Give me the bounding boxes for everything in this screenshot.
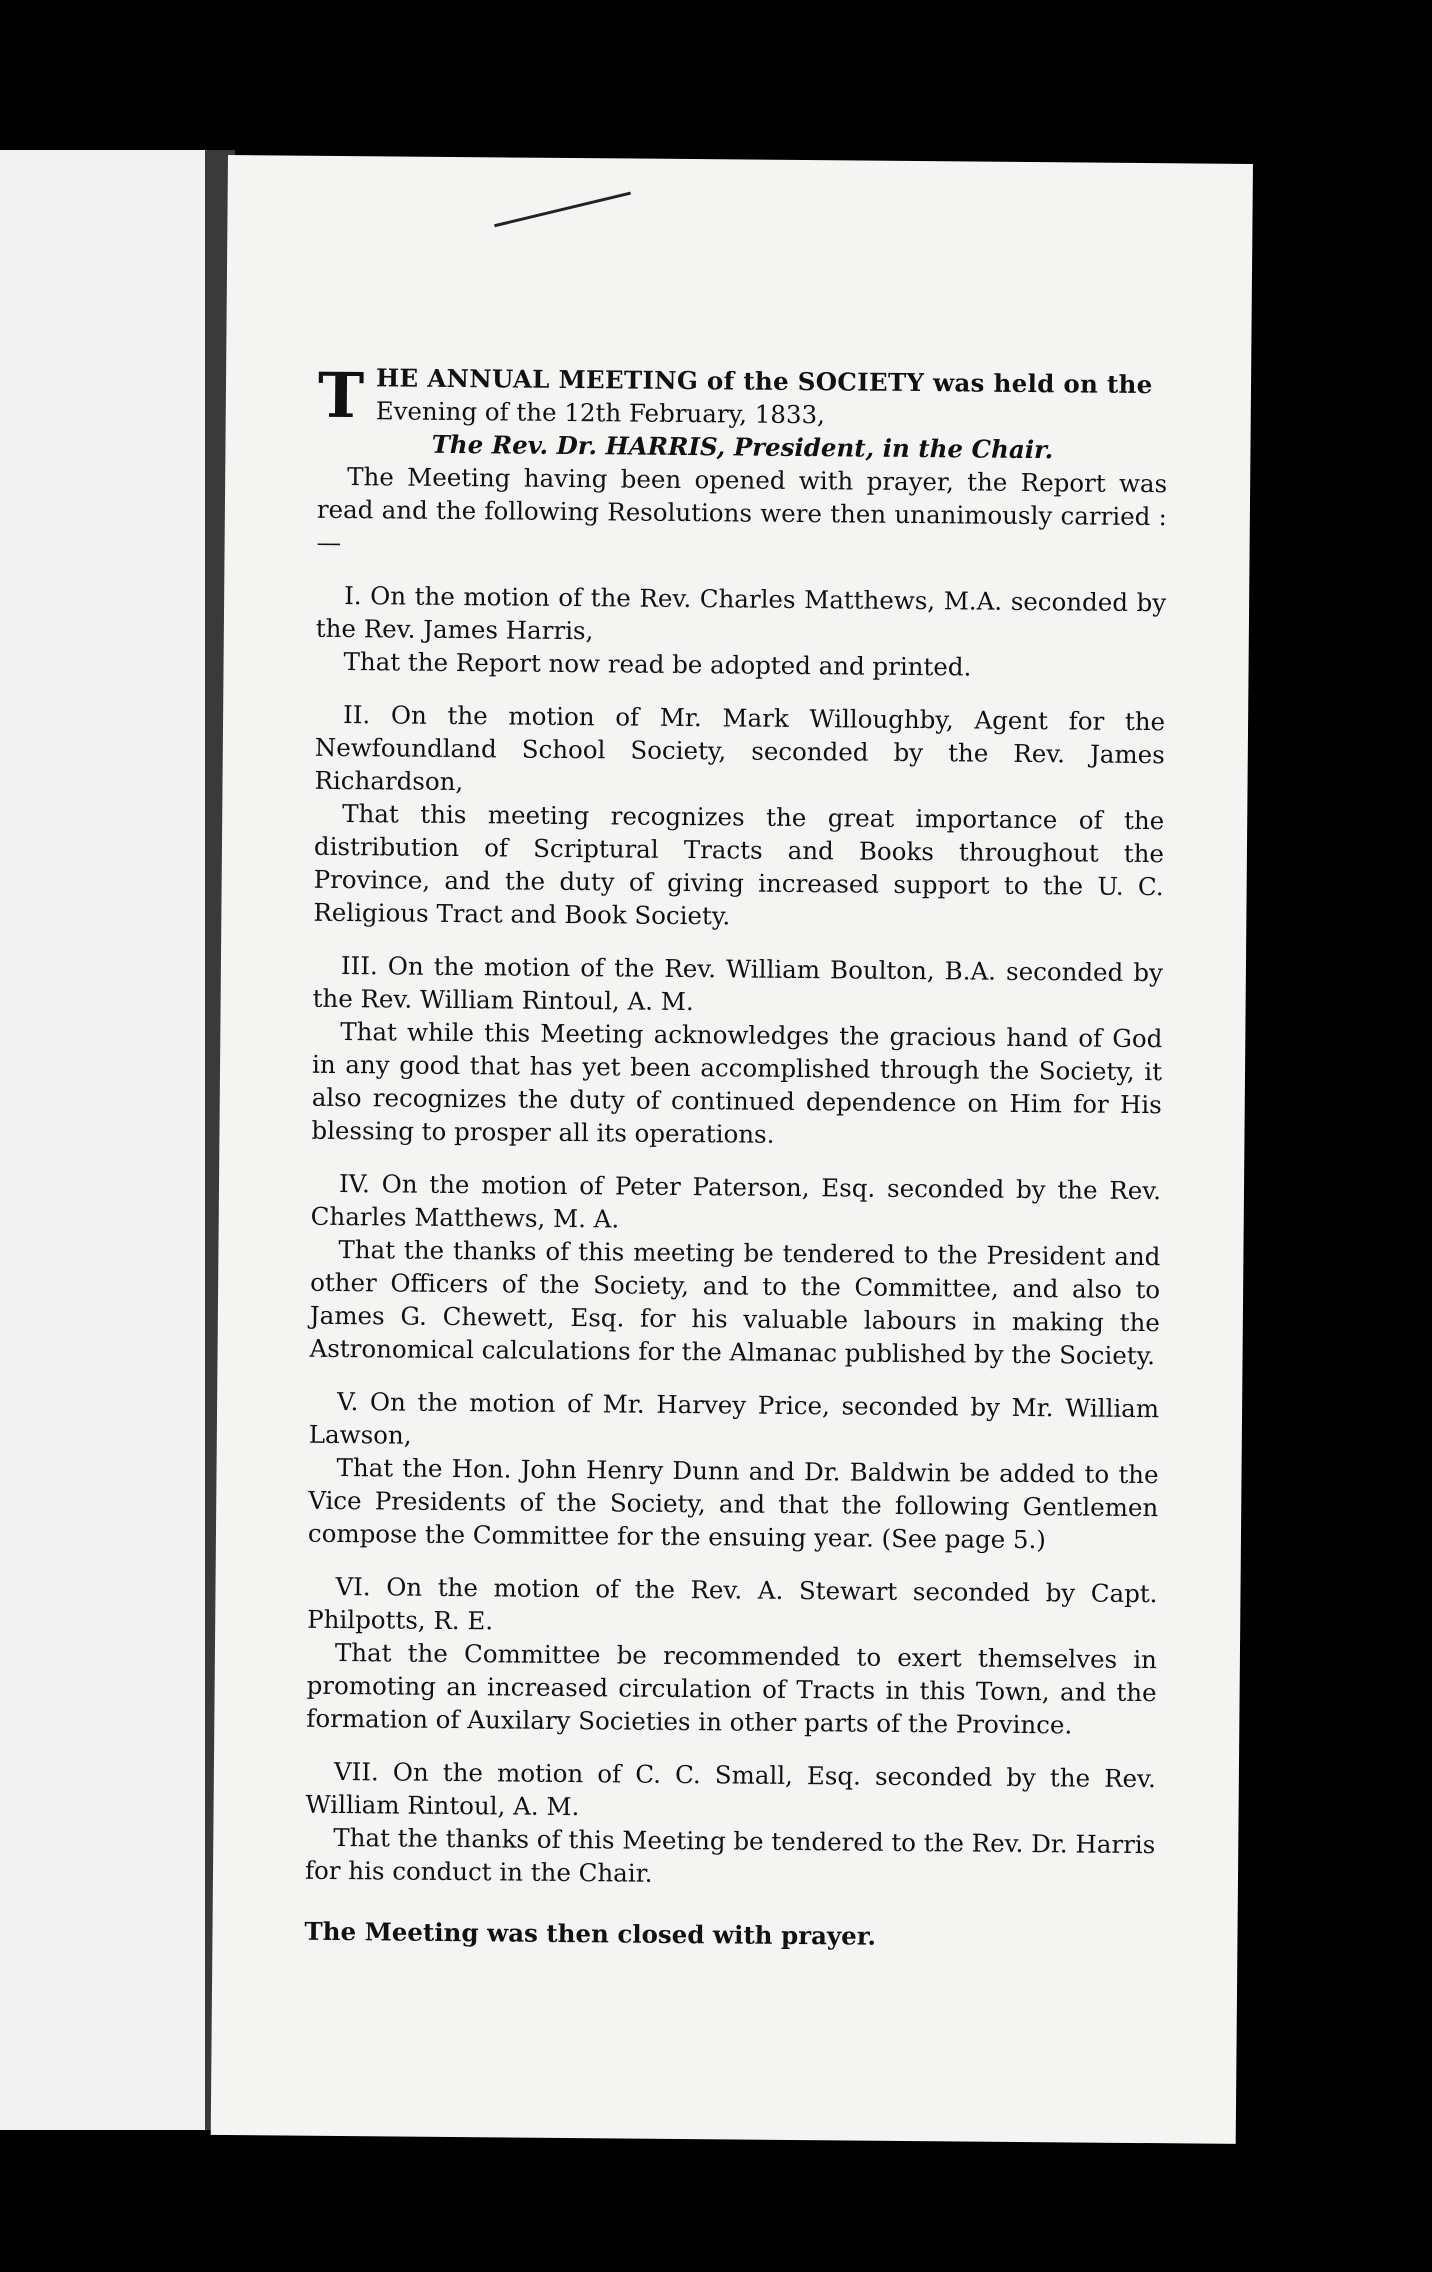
resolution-motion: I. On the motion of the Rev. Charles Matthews, M.A. seconded by the Rev. James Harris,	[315, 581, 1167, 646]
resolution-6	[306, 1570, 1157, 1742]
intro-paragraph: The Meeting having been opened with prayer, the Report was read and the following Resolutions were then unanimously carried :—	[316, 462, 1168, 558]
closing-line: The Meeting was then closed with prayer.	[304, 1916, 877, 1951]
pen-mark	[494, 192, 631, 228]
chair-line: The Rev. Dr. HARRIS, President, in the Chair.	[431, 429, 1054, 465]
resolution-1	[315, 579, 1166, 685]
resolution-motion: IV. On the motion of Peter Paterson, Esq. seconded by the Rev. Charles Matthews, M. A.	[310, 1169, 1162, 1234]
facing-page-edge	[0, 150, 205, 2130]
resolution-body: That the Committee be recommended to exert themselves in promoting an increased circulation of Tracts in this Town, and the formation of Auxilary Societies in other parts of the Province.	[306, 1637, 1158, 1740]
resolution-motion: VI. On the motion of the Rev. A. Stewart seconded by Capt. Philpotts, R. E.	[307, 1571, 1158, 1636]
resolution-3	[311, 949, 1163, 1154]
resolution-4	[309, 1167, 1161, 1372]
resolution-body: That the Hon. John Henry Dunn and Dr. Baldwin be added to the Vice Presidents of the Society, and that the following Gentlemen compose the Committee for the ensuing year. (See page 5.)	[307, 1452, 1159, 1555]
resolution-motion: III. On the motion of the Rev. William Boulton, B.A. seconded by the Rev. William Rintoul, A. M.	[312, 951, 1164, 1017]
resolution-7	[305, 1755, 1156, 1894]
resolution-motion: V. On the motion of Mr. Harvey Price, seconded by Mr. William Lawson,	[308, 1387, 1160, 1450]
page-text	[304, 358, 1168, 1955]
resolution-body: That the Report now read be adopted and printed.	[343, 647, 972, 682]
resolution-5	[308, 1385, 1159, 1557]
resolution-body: That while this Meeting acknowledges the gracious hand of God in any good that has yet been accomplished through the Society, it also recognizes the duty of continued dependence on Him for His blessing to prosper all its operations.	[311, 1017, 1163, 1149]
resolution-2	[313, 698, 1165, 936]
resolution-body: That the thanks of this Meeting be tendered to the Rev. Dr. Harris for his conduct in the Chair.	[304, 1822, 1156, 1888]
heading-line-2: Evening of the 12th February, 1833,	[375, 396, 826, 430]
resolution-body: That the thanks of this meeting be tendered to the President and other Officers of the Society, and to the Committee, and also to James G. Chewett, Esq. for his valuable labours in making the Astronomical calculations for the Almanac published by the Society.	[309, 1235, 1161, 1371]
resolution-motion: II. On the motion of Mr. Mark Willoughby, Agent for the Newfoundland School Society, seconded by the Rev. James Richardson,	[314, 700, 1166, 797]
heading-line-1: HE ANNUAL MEETING of the SOCIETY was held on the	[375, 363, 1153, 400]
meeting-heading	[317, 358, 1169, 434]
resolution-body: That this meeting recognizes the great importance of the distribution of Scriptural Tracts and Books throughout the Province, and the duty of giving increased support to the U. C. Religious Tract and Book Society.	[313, 799, 1165, 931]
drop-cap: T	[317, 358, 365, 433]
document-page	[211, 155, 1253, 2144]
resolution-motion: VII. On the motion of C. C. Small, Esq. seconded by the Rev. William Rintoul, A. M.	[305, 1756, 1156, 1822]
